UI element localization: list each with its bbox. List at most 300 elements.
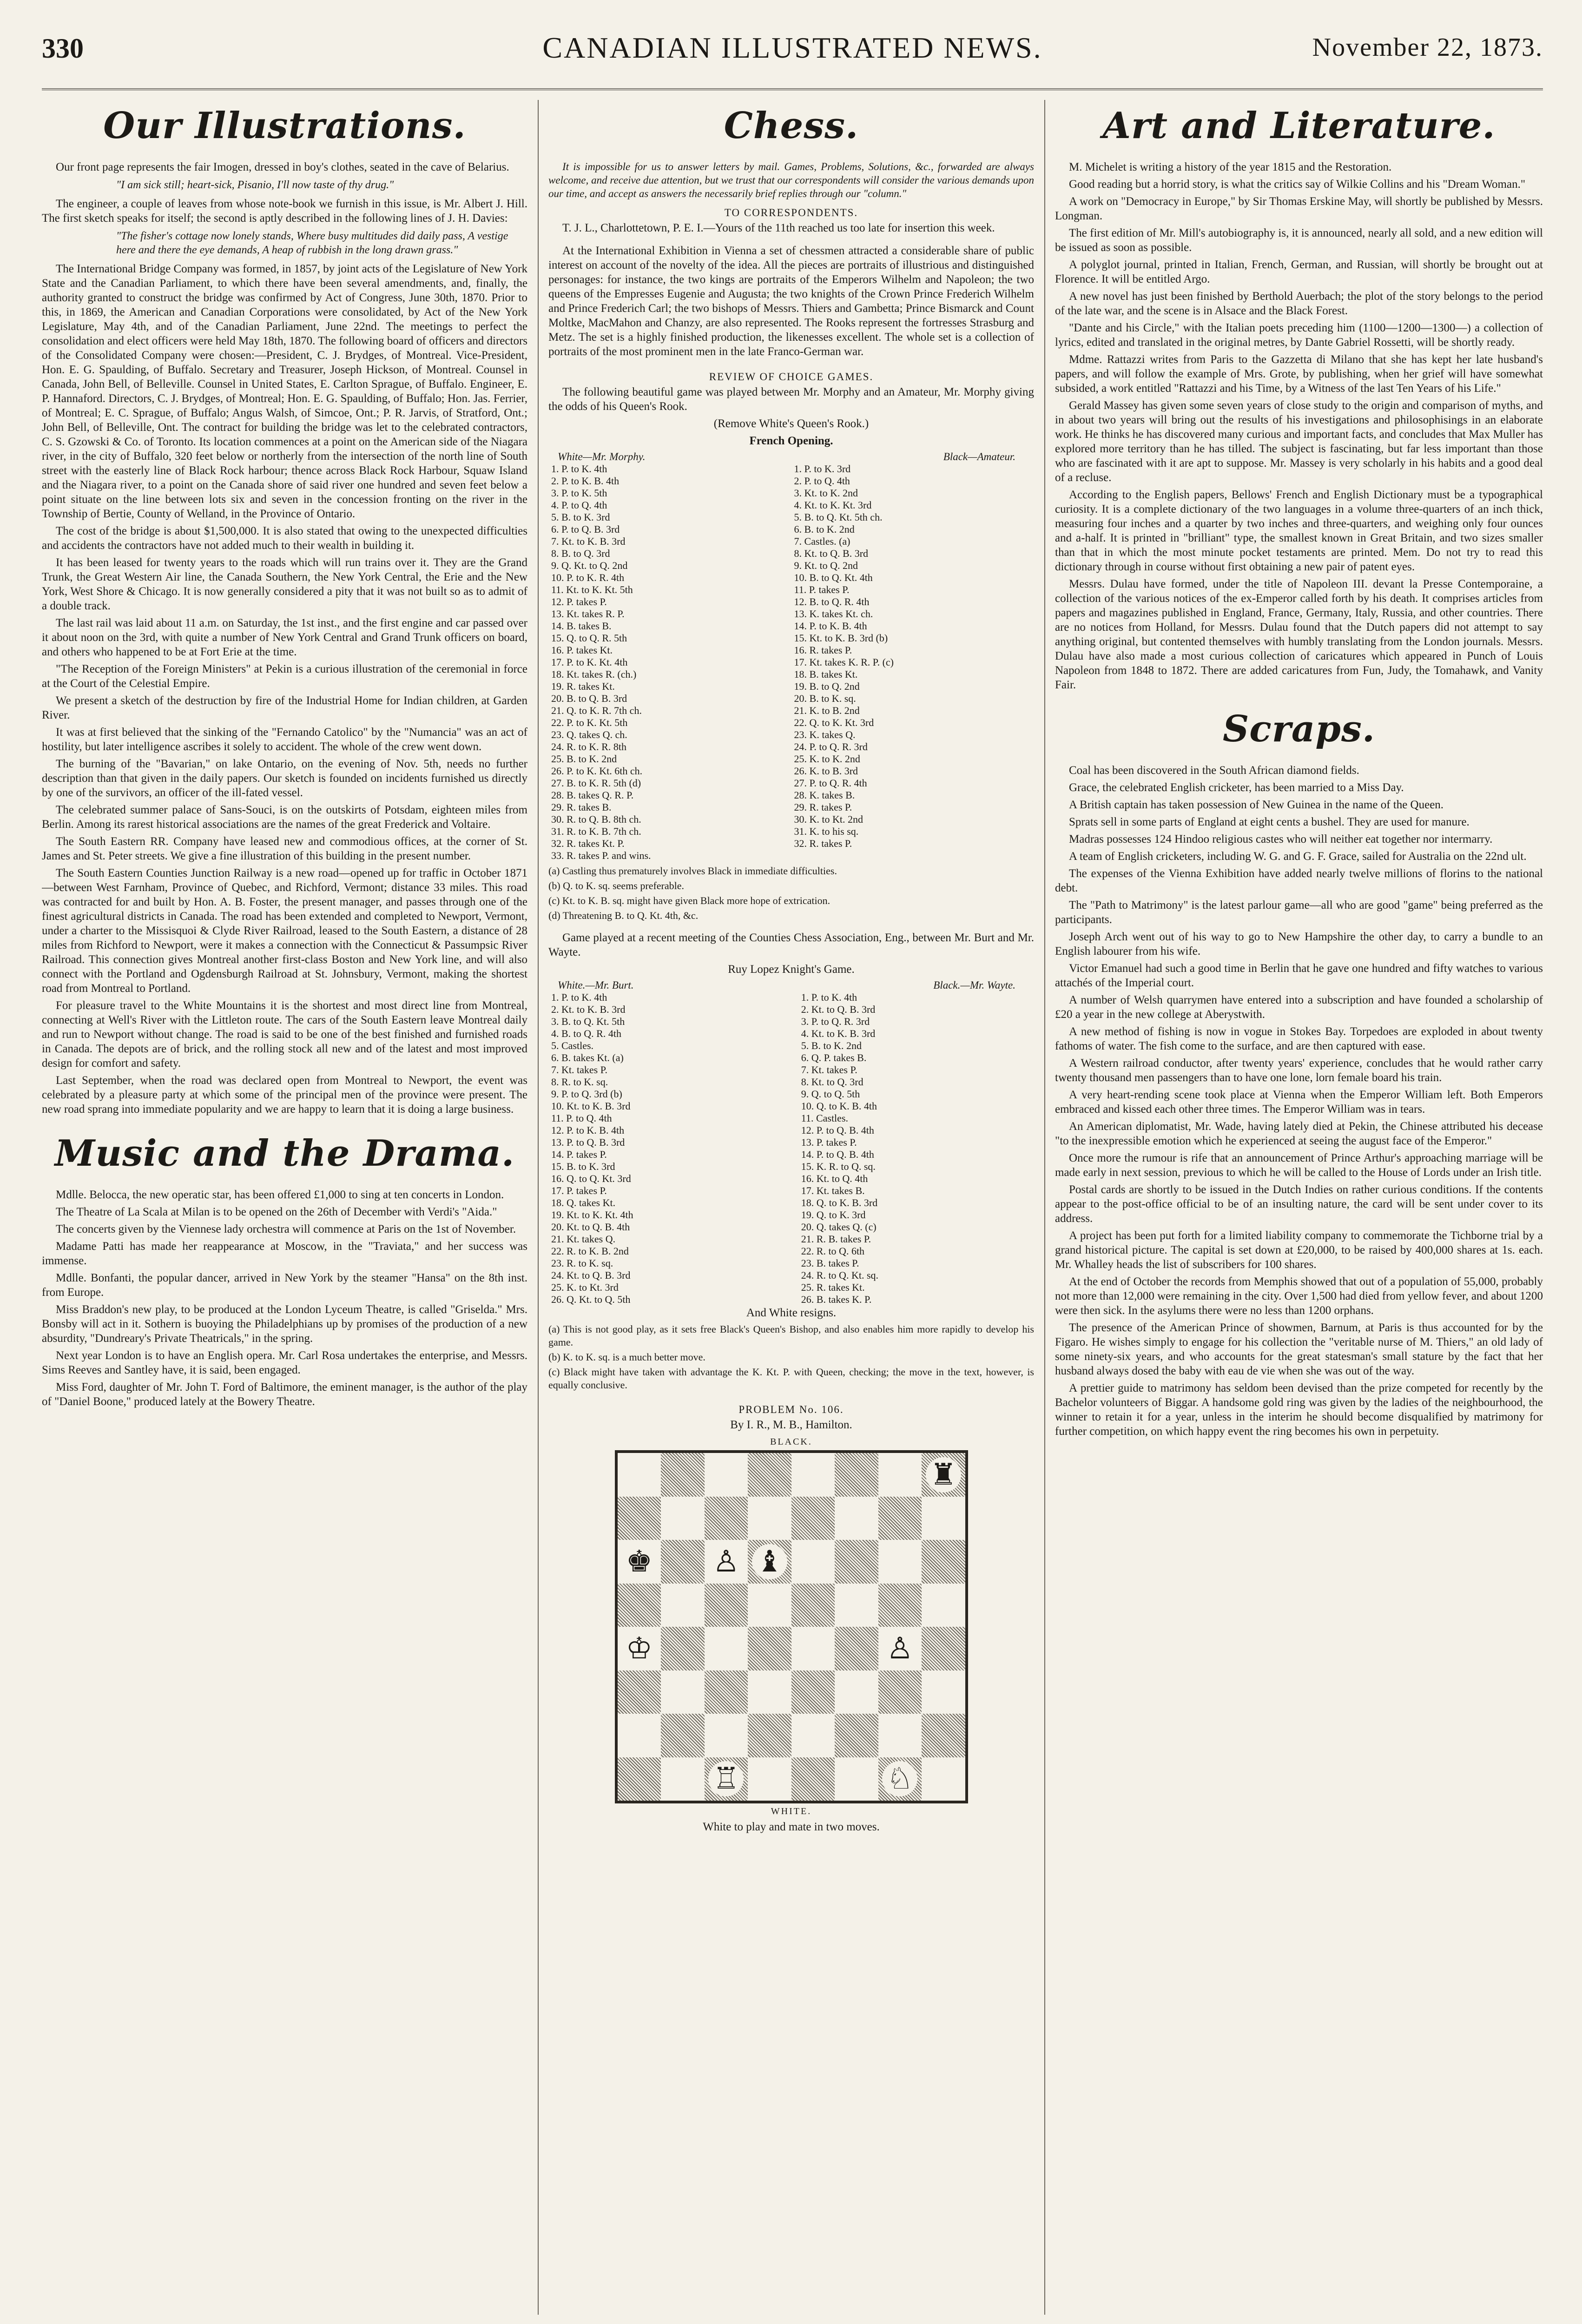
article-paragraph: Gerald Massey has given some seven years of close study to the origin and comparison of myths, and in about two years will bring out the results of his investigations and philosophisings in an elaborate work. He thinks he has discovered many curious and important facts, and concludes that Max Muller has explored more territory than he has tilled. The subject is fascinating, but far less important than those who are fascinated with it are apt to suppose. Mr. Massey is very scholarly in his habits and a good deal of a recluse.	[1055, 399, 1543, 484]
article-paragraph: Miss Ford, daughter of Mr. John T. Ford of Baltimore, the eminent manager, is the author of the play of "Daniel Boone," produced lately at the Bowery Theatre.	[42, 1381, 527, 1408]
board-square	[835, 1757, 878, 1801]
move-row	[548, 644, 1034, 656]
black-move: 9. Kt. to Q. 2nd	[794, 560, 858, 571]
black-move: 16. R. takes P.	[794, 644, 852, 656]
white-move: 7. Kt. to K. B. 3rd	[551, 535, 626, 547]
white-move: 1. P. to K. 4th	[551, 991, 607, 1003]
move-row	[548, 825, 1034, 838]
board-square	[791, 1714, 835, 1757]
board-square	[748, 1757, 791, 1801]
white-move: 10. Kt. to K. B. 3rd	[551, 1100, 631, 1112]
article-paragraph: Mdme. Rattazzi writes from Paris to the Gazzetta di Milano that she has kept her late husband's papers, and will follow the example of Mrs. Grote, by publishing, when her grief will have somewhat subsided, a work entitled "Rattazzi and his Time, by a Witness of the last Ten Years of his Life."	[1055, 353, 1543, 395]
column-right	[1055, 100, 1543, 2315]
white-move: 25. B. to K. 2nd	[551, 753, 617, 765]
board-square	[748, 1714, 791, 1757]
white-move: 6. P. to Q. B. 3rd	[551, 523, 620, 535]
white-move: 10. P. to K. R. 4th	[551, 572, 625, 583]
move-row	[548, 1269, 1034, 1281]
white-move: 14. P. takes P.	[551, 1149, 607, 1160]
section-title-illustrations: Our Illustrations.	[103, 105, 466, 147]
board-square	[878, 1497, 922, 1540]
art-literature-body	[1055, 160, 1543, 692]
board-square	[661, 1540, 705, 1584]
page-number: 330	[42, 33, 84, 64]
board-square	[922, 1540, 965, 1584]
white-move: 19. R. takes Kt.	[551, 680, 615, 692]
black-move: 31. K. to his sq.	[794, 825, 859, 837]
move-row	[548, 560, 1034, 572]
article-paragraph: Miss Braddon's new play, to be produced at the London Lyceum Theatre, is called "Griselda." Mrs. Bonsby will act in it. Sothern is buoying the Philadelphians up by promises of the production of a new absurdity, "Dundreary's Private Theatricals," in the spring.	[42, 1303, 527, 1345]
white-move: 17. P. to K. Kt. 4th	[551, 656, 628, 668]
move-row	[548, 1161, 1034, 1173]
article-paragraph: A new novel has just been finished by Berthold Auerbach; the plot of the story belongs to the period of the late war, and the scene is in Alsace and the Black Forest.	[1055, 290, 1543, 317]
move-row	[548, 463, 1034, 475]
board-square	[835, 1497, 878, 1540]
white-move: 28. B. takes Q. R. P.	[551, 789, 634, 801]
move-row	[548, 1149, 1034, 1161]
board-square	[618, 1757, 661, 1801]
white-move: 3. B. to Q. Kt. 5th	[551, 1016, 625, 1027]
black-move: 28. K. takes B.	[794, 789, 855, 801]
black-move: 26. B. takes K. P.	[801, 1294, 872, 1305]
article-paragraph: A number of Welsh quarrymen have entered into a subscription and have founded a scholarship of £20 a year in the new college at Aberystwith.	[1055, 994, 1543, 1021]
board-square	[878, 1670, 922, 1714]
verse-quote: "The fisher's cottage now lonely stands, Where busy multitudes did daily pass, A vestige here and there the eye demands, A heap of rubbish in the long drawn grass."	[116, 230, 508, 256]
article-paragraph: "Dante and his Circle," with the Italian poets preceding him (1100—1200—1300—) a collection of lyrics, edited and translated in the original metres, by Dante Gabriel Rossetti, will be shortly ready.	[1055, 322, 1543, 349]
masthead	[42, 19, 1543, 90]
white-move: 24. Kt. to Q. B. 3rd	[551, 1269, 631, 1281]
game-note: (d) Threatening B. to Q. Kt. 4th, &c.	[548, 910, 699, 921]
move-row	[548, 1052, 1034, 1064]
white-move: 22. R. to K. B. 2nd	[551, 1245, 629, 1257]
black-move: 8. Kt. to Q. B. 3rd	[794, 548, 869, 559]
black-move: 7. Kt. takes P.	[801, 1064, 857, 1076]
black-move: 6. B. to K. 2nd	[794, 523, 855, 535]
black-move: 10. B. to Q. Kt. 4th	[794, 572, 873, 583]
move-row	[548, 991, 1034, 1004]
black-move: 11. P. takes P.	[794, 584, 850, 595]
black-move: 19. B. to Q. 2nd	[794, 680, 860, 692]
white-move: 5. Castles.	[551, 1040, 594, 1051]
black-move: 21. K. to B. 2nd	[794, 705, 860, 716]
game-note: (c) Kt. to K. B. sq. might have given Black more hope of extrication.	[548, 895, 831, 906]
move-row	[548, 584, 1034, 596]
white-move: 21. Q. to K. R. 7th ch.	[551, 705, 642, 716]
black-move: 13. P. takes P.	[801, 1136, 857, 1148]
black-move: 22. R. to Q. 6th	[801, 1245, 865, 1257]
board-square	[705, 1453, 748, 1497]
move-row	[548, 1173, 1034, 1185]
board-square	[922, 1714, 965, 1757]
board-square	[705, 1540, 748, 1584]
game2-black-player: Black.—Mr. Wayte.	[933, 979, 1015, 991]
black-move: 27. P. to Q. R. 4th	[794, 777, 867, 789]
issue-date: November 22, 1873.	[1312, 33, 1543, 62]
game1-notes	[548, 865, 1034, 922]
scraps-body	[1055, 763, 1543, 1439]
black-move: 3. Kt. to K. 2nd	[794, 487, 858, 499]
article-paragraph: A British captain has taken possession of New Guinea in the name of the Queen.	[1069, 799, 1444, 811]
white-move: 1. P. to K. 4th	[551, 463, 607, 475]
black-move: 25. R. takes Kt.	[801, 1281, 865, 1293]
board-square	[705, 1714, 748, 1757]
white-move: 27. B. to K. R. 5th (d)	[551, 777, 641, 789]
article-paragraph: Grace, the celebrated English cricketer, has been married to a Miss Day.	[1069, 781, 1404, 794]
white-move: 23. Q. takes Q. ch.	[551, 729, 627, 740]
white-move: 23. R. to K. sq.	[551, 1257, 613, 1269]
move-row	[548, 535, 1034, 548]
article-paragraph: A prettier guide to matrimony has seldom been devised than the prize competed for recently by the Bachelor volunteers of Biggar. A handsome gold ring was given by the ladies of the neighbourhood, the winner to retain it for a year, unless in the interim he should become disqualified by matrimony for further competition, on which happy event the ring becomes his own in perpetuity.	[1055, 1382, 1543, 1438]
black-move: 5. B. to K. 2nd	[801, 1040, 862, 1051]
white-move: 20. B. to Q. B. 3rd	[551, 693, 627, 704]
article-paragraph: Madras possesses 124 Hindoo religious castes who will neither eat together nor intermarry.	[1069, 833, 1493, 845]
black-move: 20. Q. takes Q. (c)	[801, 1221, 877, 1233]
board-square	[661, 1627, 705, 1670]
white-move: 11. P. to Q. 4th	[551, 1112, 612, 1124]
white-side-label: WHITE.	[771, 1806, 812, 1816]
article-paragraph: The International Bridge Company was formed, in 1857, by joint acts of the Legislature of New York State and the Canadian Parliament, to which there have been several amendments, and, finally, the authority granted to construct the bridge was confirmed by Act of Congress, June 30th, 1870. Prior to this, in 1869, the American and Canadian Corporations were consolidated, by Act of the New York Legislature, May 4th, and of the Canadian Parliament, June 22nd. The meetings to perfect the consolidation and elect officers were held May 18th, 1870. The following board of officers and directors of the Consolidated Company were chosen:—President, C. J. Brydges, of Montreal. Vice-President, Hon. E. G. Spaulding, of Buffalo. Secretary and Treasurer, Joseph Hickson, of Montreal. Counsel in Canada, John Bell, of Belleville. Counsel in United States, E. Carlton Sprague, of Buffalo. Engineer, E. P. Hannaford. Directors, C. J. Brydges, of Montreal; Hon. E. G. Spaulding, of Buffalo; Hon. Jas. Ferrier, of Montreal; E. C. Sprague, of Buffalo; Angus Walsh, of Simcoe, Ont.; P. R. Jarvis, of Stratford, Ont.; John Bell, of Belleville, Ont. The contract for building the bridge was let to the celebrated contractors, C. S. Gzowski & Co. of Toronto. Its location commences at a point on the American side of the Niagara river, in the city of Buffalo, 320 feet below or northerly from the intersection of the north line of South street with the easterly line of Black Rock harbour; thence across Black Rock Harbour, Squaw Island and the Niagara river, to a point on the Canada shore of said river one hundred and seven feet below a point situate on the line between lots six and seven in the concession fronting on the river in the Township of Bertie, County of Welland, in the Province of Ontario.	[42, 263, 527, 520]
board-square	[835, 1627, 878, 1670]
black-move: 15. Kt. to K. B. 3rd (b)	[794, 632, 888, 644]
game-note: (c) Black might have taken with advantage the K. Kt. P. with Queen, checking; the move in the text, however, is equally conclusive.	[548, 1366, 1034, 1391]
white-move: 13. P. to Q. B. 3rd	[551, 1136, 625, 1148]
article-paragraph: The last rail was laid about 11 a.m. on Saturday, the 1st inst., and the first engine and car passed over it about noon on the 3rd, with quite a number of New York Central and Grand Trunk officers on board, and others who happened to be at Fort Erie at the time.	[42, 617, 527, 658]
white-move: 6. B. takes Kt. (a)	[551, 1052, 624, 1063]
article-paragraph: The South Eastern RR. Company have leased new and commodious offices, at the corner of St. James and St. Peter streets. We give a fine illustration of this building in the present number.	[42, 835, 527, 862]
move-row	[548, 1100, 1034, 1112]
problem-caption: White to play and mate in two moves.	[703, 1821, 880, 1833]
chess-piece: ♙	[708, 1544, 744, 1579]
white-move: 3. P. to K. 5th	[551, 487, 607, 499]
white-move: 8. R. to K. sq.	[551, 1076, 608, 1088]
board-square	[748, 1453, 791, 1497]
board-square	[922, 1453, 965, 1497]
move-row	[548, 1197, 1034, 1209]
black-move: 13. K. takes Kt. ch.	[794, 608, 873, 620]
article-paragraph: Joseph Arch went out of his way to go to New Hampshire the other day, to carry a bundle to an English labourer from his wife.	[1055, 931, 1543, 957]
move-row	[548, 850, 1034, 862]
board-square	[618, 1627, 661, 1670]
move-row	[548, 608, 1034, 620]
column-divider	[538, 100, 539, 2315]
board-square	[618, 1497, 661, 1540]
article-paragraph: A polyglot journal, printed in Italian, French, German, and Russian, will shortly be brought out at Florence. It will be entitled Argo.	[1055, 258, 1543, 285]
verse-quote: "I am sick still; heart-sick, Pisanio, I'll now taste of thy drug."	[116, 179, 394, 191]
article-paragraph: It was at first believed that the sinking of the "Fernando Catolico" by the "Numancia" was an act of hostility, but later intelligence ascribes it solely to accident. The whole of the crew went down.	[42, 726, 527, 753]
chess-board	[615, 1450, 968, 1803]
move-row	[548, 1040, 1034, 1052]
white-move: 4. B. to Q. R. 4th	[551, 1028, 621, 1039]
move-row	[548, 1294, 1034, 1306]
board-square	[835, 1453, 878, 1497]
move-row	[548, 596, 1034, 608]
article-paragraph: The cost of the bridge is about $1,500,000. It is also stated that owing to the unexpected difficulties and accidents the contractors have not added much to their wealth in building it.	[42, 525, 527, 552]
move-row	[548, 487, 1034, 499]
black-move: 29. R. takes P.	[794, 801, 852, 813]
move-row	[548, 693, 1034, 705]
move-row	[548, 753, 1034, 765]
move-row	[548, 813, 1034, 825]
white-move: 22. P. to K. Kt. 5th	[551, 717, 628, 728]
board-square	[922, 1497, 965, 1540]
board-square	[791, 1757, 835, 1801]
board-square	[835, 1714, 878, 1757]
board-square	[705, 1670, 748, 1714]
board-square	[705, 1497, 748, 1540]
white-move: 14. B. takes B.	[551, 620, 612, 632]
game-note: (a) Castling thus prematurely involves Black in immediate difficulties.	[548, 865, 837, 877]
board-square	[618, 1670, 661, 1714]
chess-piece: ♜	[926, 1457, 961, 1492]
move-row	[548, 1076, 1034, 1088]
move-row	[548, 632, 1034, 644]
move-row	[548, 620, 1034, 632]
board-square	[748, 1670, 791, 1714]
board-square	[878, 1714, 922, 1757]
move-row	[548, 1112, 1034, 1124]
move-row	[548, 475, 1034, 487]
move-row	[548, 1028, 1034, 1040]
article-paragraph: It has been leased for twenty years to the roads which will run trains over it. They are the Grand Trunk, the Great Western Air line, the Canada Southern, the New York Central, the Erie and the New York, West Shore & Chicago. It is now generally considered a pity that it was not built so as to admit of a double track.	[42, 556, 527, 612]
newspaper-page	[42, 19, 1543, 2315]
board-square	[791, 1540, 835, 1584]
game2-opening: Ruy Lopez Knight's Game.	[728, 963, 855, 976]
board-square	[791, 1453, 835, 1497]
move-row	[548, 1221, 1034, 1233]
game2-result: And White resigns.	[746, 1307, 837, 1319]
black-move: 17. Kt. takes K. R. P. (c)	[794, 656, 894, 668]
article-paragraph: Postal cards are shortly to be issued in the Dutch Indies on rather curious conditions. If the contents appear to the post-office official to be of an insulting nature, the card will be sent under cover to its address.	[1055, 1183, 1543, 1225]
move-row	[548, 572, 1034, 584]
article-paragraph: Mdlle. Belocca, the new operatic star, has been offered £1,000 to sing at ten concerts in London.	[56, 1188, 504, 1201]
game2-notes	[548, 1323, 1034, 1392]
game1-odds: (Remove White's Queen's Rook.)	[713, 417, 869, 430]
article-paragraph: Last September, when the road was declared open from Montreal to Newport, the event was celebrated by a pleasure party at which some of the principal men of the province were present. The new road sprang into immediate popularity and we are happy to learn that it is doing a large business.	[42, 1074, 527, 1116]
black-move	[791, 850, 1034, 862]
white-move: 11. Kt. to K. Kt. 5th	[551, 584, 633, 595]
black-move: 6. Q. P. takes B.	[801, 1052, 867, 1063]
white-move: 29. R. takes B.	[551, 801, 612, 813]
game2-moves-table	[548, 991, 1034, 1306]
move-row	[548, 499, 1034, 511]
board-square	[748, 1497, 791, 1540]
article-paragraph: Coal has been discovered in the South African diamond fields.	[1069, 764, 1359, 777]
move-row	[548, 838, 1034, 850]
article-paragraph: Once more the rumour is rife that an announcement of Prince Arthur's approaching marriage will be made early in next session, previous to which he will be called to the House of Lords under an Irish title.	[1055, 1152, 1543, 1179]
game1-opening: French Opening.	[749, 435, 833, 447]
article-paragraph: Madame Patti has made her reappearance at Moscow, in the "Traviata," and her success was immense.	[42, 1240, 527, 1267]
problem-author: By I. R., M. B., Hamilton.	[730, 1419, 852, 1431]
chess-piece: ♖	[708, 1761, 744, 1796]
black-move: 2. Kt. to Q. B. 3rd	[801, 1004, 876, 1015]
problem-title: PROBLEM No. 106.	[738, 1404, 844, 1415]
chess-piece: ♙	[882, 1631, 917, 1666]
move-row	[548, 1257, 1034, 1269]
black-side-label: BLACK.	[770, 1437, 812, 1447]
white-move: 19. Kt. to K. Kt. 4th	[551, 1209, 633, 1221]
article-paragraph: Next year London is to have an English opera. Mr. Carl Rosa undertakes the enterprise, and Messrs. Sims Reeves and Santley have, it is said, been engaged.	[42, 1349, 527, 1376]
white-move: 15. Q. to Q. R. 5th	[551, 632, 627, 644]
white-move: 16. Q. to Q. Kt. 3rd	[551, 1173, 631, 1184]
black-move: 14. P. to Q. B. 4th	[801, 1149, 874, 1160]
column-divider	[1044, 100, 1045, 2315]
move-row	[548, 789, 1034, 801]
columns	[42, 100, 1543, 2315]
board-square	[878, 1584, 922, 1627]
section-title-music: Music and the Drama.	[54, 1132, 515, 1175]
article-paragraph: Sprats sell in some parts of England at eight cents a bushel. They are used for manure.	[1069, 816, 1470, 828]
move-row	[548, 1124, 1034, 1136]
game1-black-player: Black—Amateur.	[943, 451, 1015, 462]
section-title-art-literature: Art and Literature.	[1102, 105, 1496, 147]
black-move: 16. Kt. to Q. 4th	[801, 1173, 868, 1184]
white-move: 5. B. to K. 3rd	[551, 511, 610, 523]
game1-white-player: White—Mr. Morphy.	[558, 451, 646, 462]
white-move: 18. Q. takes Kt.	[551, 1197, 616, 1208]
black-move: 11. Castles.	[801, 1112, 848, 1124]
black-move: 1. P. to K. 3rd	[794, 463, 851, 475]
black-move: 24. R. to Q. Kt. sq.	[801, 1269, 879, 1281]
white-move: 9. Q. Kt. to Q. 2nd	[551, 560, 628, 571]
move-row	[548, 523, 1034, 535]
black-move: 18. Q. to K. B. 3rd	[801, 1197, 878, 1208]
move-row	[548, 741, 1034, 753]
board-square	[922, 1584, 965, 1627]
chess-piece: ♚	[621, 1544, 657, 1579]
board-square	[661, 1453, 705, 1497]
article-paragraph: M. Michelet is writing a history of the year 1815 and the Restoration.	[1069, 161, 1392, 173]
white-move: 4. P. to Q. 4th	[551, 499, 607, 511]
board-square	[661, 1497, 705, 1540]
move-row	[548, 680, 1034, 693]
black-move: 12. P. to Q. B. 4th	[801, 1124, 874, 1136]
column-middle	[548, 100, 1034, 2315]
move-row	[548, 801, 1034, 813]
board-square	[922, 1670, 965, 1714]
white-move: 33. R. takes P. and wins.	[551, 850, 651, 861]
white-move: 20. Kt. to Q. B. 4th	[551, 1221, 630, 1233]
chess-piece: ♘	[882, 1761, 917, 1796]
board-square	[748, 1584, 791, 1627]
move-row	[548, 777, 1034, 789]
board-square	[791, 1584, 835, 1627]
board-square	[661, 1670, 705, 1714]
article-paragraph: The burning of the "Bavarian," on lake Ontario, on the evening of Nov. 5th, needs no further description than that given in the daily papers. Our sketch is founded on incidents furnished us directly by one of the survivors, an officer of the ill-fated vessel.	[42, 758, 527, 799]
board-square	[922, 1757, 965, 1801]
article-paragraph: The presence of the American Prince of showmen, Barnum, at Paris is thus accounted for by the Figaro. He wishes simply to engage for his collection the "veritable nurse of M. Thiers," an old lady of some ninety-six years, and who accounts for the great statesman's small stature by the fact that her husband always dosed the baby with eau de vie when she was out of the way.	[1055, 1321, 1543, 1377]
board-square	[618, 1584, 661, 1627]
game-note: (b) Q. to K. sq. seems preferable.	[548, 880, 685, 891]
black-move: 23. B. takes P.	[801, 1257, 859, 1269]
board-square	[748, 1540, 791, 1584]
black-move: 25. K. to K. 2nd	[794, 753, 860, 765]
board-square	[878, 1627, 922, 1670]
move-row	[548, 656, 1034, 668]
board-square	[661, 1714, 705, 1757]
article-paragraph: The first edition of Mr. Mill's autobiography is, it is announced, nearly all sold, and a new edition will be issued as soon as possible.	[1055, 227, 1543, 254]
article-paragraph: The expenses of the Vienna Exhibition have added nearly twelve millions of florins to the national debt.	[1055, 867, 1543, 894]
vienna-chessmen-paragraph: At the International Exhibition in Vienna a set of chessmen attracted a considerable share of public interest on account of the novelty of the idea. All the pieces are portraits of illustrious and distinguished personages: for instance, the two kings are portraits of the Emperors Wilhelm and Napoleon; the two queens of the Empresses Eugenie and Augusta; the two knights of the Crown Prince Frederich Wilhelm and Prince Frederich Carl; the two bishops of Messrs. Thiers and Gambetta; Prince Bismarck and Count Moltke, MacMahon and Chanzy, are also represented. The Rooks represent the fortresses Strasburg and Metz. The set is a highly finished production, the likenesses excellent. The whole set is a collection of portraits of the most prominent men in the late Franco-German war.	[548, 244, 1034, 358]
black-move: 4. Kt. to K. Kt. 3rd	[794, 499, 872, 511]
black-move: 21. R. B. takes P.	[801, 1233, 871, 1245]
board-square	[791, 1627, 835, 1670]
white-move: 17. P. takes P.	[551, 1185, 607, 1196]
white-move: 21. Kt. takes Q.	[551, 1233, 616, 1245]
article-paragraph: The South Eastern Counties Junction Railway is a new road—opened up for traffic in October 1871—between West Farnham, Province of Quebec, and Richford, Vermont; distance 33 miles. This road was contracted for and built by Hon. A. B. Foster, the present manager, and passes through one of the finest agricultural districts in Canada. The road has been extended and completed to Newport, Vermont, under a charter to the Missisquoi & Clyde River Railroad, leased to the South Eastern, a distance of 28 miles from Richford to Newport, were it makes a connection with the Connecticut & Passumpsic River Railroad. This connection gives Montreal another first-class Boston and New York line, and will also connect with the Portland and Ogdensburgh Railroad at St. Johnsbury, Vermont, making the shortest road from Montreal to Portland.	[42, 867, 527, 995]
white-move: 15. B. to K. 3rd	[551, 1161, 615, 1172]
move-row	[548, 511, 1034, 523]
white-move: 8. B. to Q. 3rd	[551, 548, 610, 559]
black-move: 30. K. to Kt. 2nd	[794, 813, 864, 825]
black-move: 20. B. to K. sq.	[794, 693, 856, 704]
game1-moves-table	[548, 463, 1034, 862]
article-paragraph: The Theatre of La Scala at Milan is to be opened on the 26th of December with Verdi's "Aida."	[56, 1206, 497, 1218]
board-square	[618, 1540, 661, 1584]
game-note: (b) K. to K. sq. is a much better move.	[548, 1351, 705, 1363]
move-row	[548, 765, 1034, 777]
article-paragraph: According to the English papers, Bellows' French and English Dictionary must be a typographical curiosity. It is a complete dictionary of the two languages in a volume three-quarters of an inch thick, measuring four inches and a quarter by two inches and three-quarters, and weighing only four ounces and a-half. It is printed in "brilliant" type, the smallest known in Great Britain, and two sizes smaller than that in which the most minute pocket testaments are printed. Mem. Do not try to read this dictionary through in course without first obtaining a new pair of patent eyes.	[1055, 489, 1543, 573]
move-row	[548, 729, 1034, 741]
white-move: 9. P. to Q. 3rd (b)	[551, 1088, 622, 1100]
article-paragraph: Good reading but a horrid story, is what the critics say of Wilkie Collins and his "Dream Woman."	[1069, 178, 1526, 191]
black-move: 10. Q. to K. B. 4th	[801, 1100, 877, 1112]
board-square	[661, 1757, 705, 1801]
move-row	[548, 1281, 1034, 1294]
white-move: 31. R. to K. B. 7th ch.	[551, 825, 641, 837]
board-square	[835, 1540, 878, 1584]
move-row	[548, 1209, 1034, 1221]
board-square	[878, 1540, 922, 1584]
chess-piece: ♝	[752, 1544, 787, 1579]
move-row	[548, 1064, 1034, 1076]
board-square	[791, 1497, 835, 1540]
chess-notice: It is impossible for us to answer letters by mail. Games, Problems, Solutions, &c., forwarded are always welcome, and receive due attention, but we trust that our correspondents will consider the various demands upon our time, and accept as answers the necessarily brief replies through our "column."	[548, 161, 1034, 199]
article-paragraph: An American diplomatist, Mr. Wade, having lately died at Pekin, the Chinese attributed his decease "to the inexpressible emotion which he experienced at seeing the august face of the Emperor."	[1055, 1120, 1543, 1147]
section-title-scraps: Scraps.	[1222, 708, 1376, 750]
black-move: 4. Kt. to K. B. 3rd	[801, 1028, 876, 1039]
game2-intro: Game played at a recent meeting of the Counties Chess Association, Eng., between Mr. Burt and Mr. Wayte.	[548, 931, 1034, 958]
chess-piece: ♔	[621, 1631, 657, 1666]
column-left	[42, 100, 527, 2315]
white-move: 30. R. to Q. B. 8th ch.	[551, 813, 641, 825]
board-square	[878, 1757, 922, 1801]
article-paragraph: Mdlle. Bonfanti, the popular dancer, arrived in New York by the steamer "Hansa" on the 8th inst. from Europe.	[42, 1272, 527, 1299]
board-square	[922, 1627, 965, 1670]
board-square	[835, 1584, 878, 1627]
board-square	[705, 1757, 748, 1801]
move-row	[548, 1004, 1034, 1016]
article-paragraph: We present a sketch of the destruction by fire of the Industrial Home for Indian children, at Garden River.	[42, 694, 527, 721]
move-row	[548, 1016, 1034, 1028]
board-square	[705, 1584, 748, 1627]
article-paragraph: A work on "Democracy in Europe," by Sir Thomas Erskine May, will shortly be published by Messrs. Longman.	[1055, 195, 1543, 222]
black-move: 26. K. to B. 3rd	[794, 765, 858, 777]
white-move: 25. K. to Kt. 3rd	[551, 1281, 619, 1293]
board-square	[618, 1453, 661, 1497]
review-heading: REVIEW OF CHOICE GAMES.	[709, 371, 874, 383]
move-row	[548, 548, 1034, 560]
correspondent-reply: T. J. L., Charlottetown, P. E. I.—Yours of the 11th reached us too late for insertion this week.	[562, 222, 995, 234]
article-paragraph: The concerts given by the Viennese lady orchestra will commence at Paris on the 1st of November.	[56, 1223, 516, 1235]
move-row	[548, 705, 1034, 717]
white-move: 2. P. to K. B. 4th	[551, 475, 620, 487]
black-move: 12. B. to Q. R. 4th	[794, 596, 870, 607]
game2-white-player: White.—Mr. Burt.	[558, 979, 634, 991]
article-paragraph: The engineer, a couple of leaves from whose note-book we furnish in this issue, is Mr. Albert J. Hill. The first sketch speaks for itself; the second is aptly described in the following lines of J. H. Davies:	[42, 198, 527, 224]
move-row	[548, 1088, 1034, 1100]
white-move: 32. R. takes Kt. P.	[551, 838, 625, 849]
black-move: 9. Q. to Q. 5th	[801, 1088, 860, 1100]
